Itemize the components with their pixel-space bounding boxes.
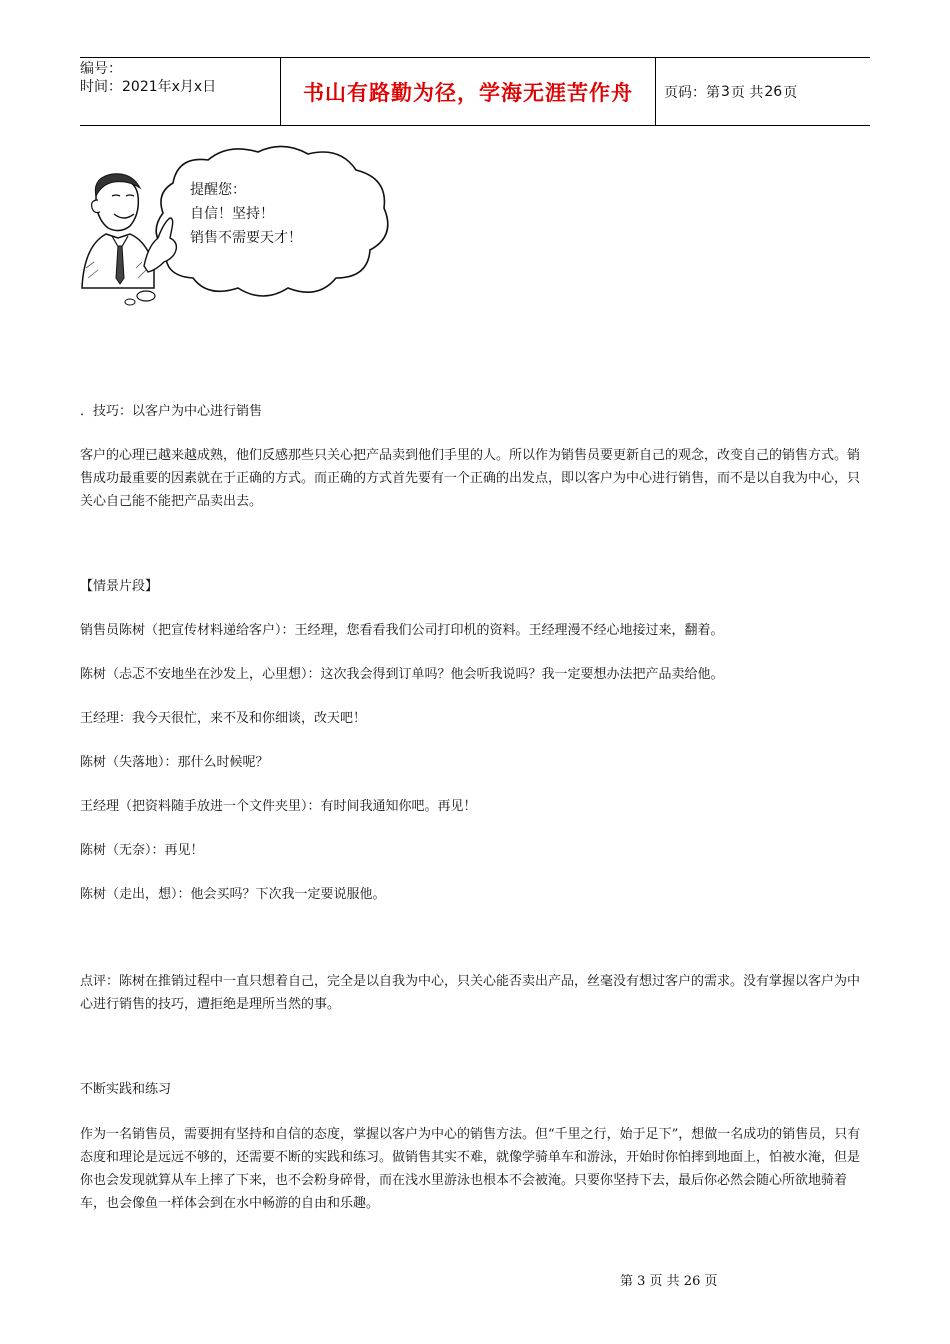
dialog-line: 陈树（忐忑不安地坐在沙发上，心里想）：这次我会得到订单吗？他会听我说吗？我一定要想办法把产品卖给他。 [80, 667, 724, 682]
bubble-line-1: 提醒您： [190, 182, 246, 198]
bubble-line-2: 自信！坚持！ [190, 206, 274, 222]
dialog-line: 陈树（走出，想）：他会买吗？下次我一定要说服他。 [80, 887, 386, 902]
page-suffix: 页 [783, 84, 798, 101]
page-indicator [664, 58, 870, 125]
paragraph-comment: 点评：陈树在推销过程中一直只想着自己，完全是以自我为中心，只关心能否卖出产品，丝毫没有想过客户的需求。没有掌握以客户为中心进行销售的技巧，遭拒绝是理所当然的事。 [80, 974, 861, 1012]
section-heading-scenario: 【情景片段】 [80, 579, 159, 594]
page-total: 26 [764, 83, 783, 100]
reminder-illustration [78, 138, 398, 310]
dialog-line: 销售员陈树（把宣传材料递给客户）：王经理，您看看我们公司打印机的资料。王经理漫不经心地接过来，翻着。 [80, 623, 724, 638]
page-mid: 页 共 [730, 84, 764, 101]
date-label: 时间：2021年x月x日 [80, 79, 217, 95]
dialog-line: 陈树（无奈）：再见！ [80, 843, 204, 858]
paragraph-practice: 作为一名销售员，需要拥有坚持和自信的态度，掌握以客户为中心的销售方法。但“千里之行，始于足下”，想做一名成功的销售员，只有态度和理论是远远不够的，还需要不断的实践和练习。做销售其实不难，就像学骑单车和游泳，开始时你怕摔到地面上，怕被水淹，但是你也会发现就算从车上摔了下来，也不会粉身碎骨，而在浅水里游泳也根本不会被淹。只要你坚持下去，最后你必然会随心所欲地骑着车，也会像鱼一样体会到在水中畅游的自由和乐趣。 [80, 1127, 861, 1211]
number-label: 编号： [80, 61, 122, 77]
bubble-text [190, 178, 302, 250]
page-current: 3 [721, 83, 730, 100]
page-prefix: 页码：第 [664, 84, 720, 101]
bubble-line-3: 销售不需要天才！ [190, 230, 302, 246]
paragraph-intro: 客户的心理已越来越成熟，他们反感那些只关心把产品卖到他们手里的人。所以作为销售员要更新自己的观念，改变自己的销售方式。销售成功最重要的因素就在于正确的方式。而正确的方式首先要有一个正确的出发点，即以客户为中心进行销售，而不是以自我为中心，只关心自己能不能把产品卖出去。 [80, 448, 861, 509]
header-left-cell [80, 58, 280, 127]
section-heading-practice: 不断实践和练习 [80, 1082, 172, 1097]
section-heading-technique: ．技巧：以客户为中心进行销售 [80, 404, 263, 419]
motto: 书山有路勤为径，学海无涯苦作舟 [280, 58, 656, 125]
page-header [80, 57, 870, 126]
dialog-line: 王经理（把资料随手放进一个文件夹里）：有时间我通知你吧。再见！ [80, 799, 477, 814]
page-footer: 第 3 页 共 26 页 [620, 1274, 718, 1289]
dialog-line: 王经理：我今天很忙，来不及和你细谈，改天吧！ [80, 711, 367, 726]
dialog-line: 陈树（失落地）：那什么时候呢？ [80, 755, 269, 770]
